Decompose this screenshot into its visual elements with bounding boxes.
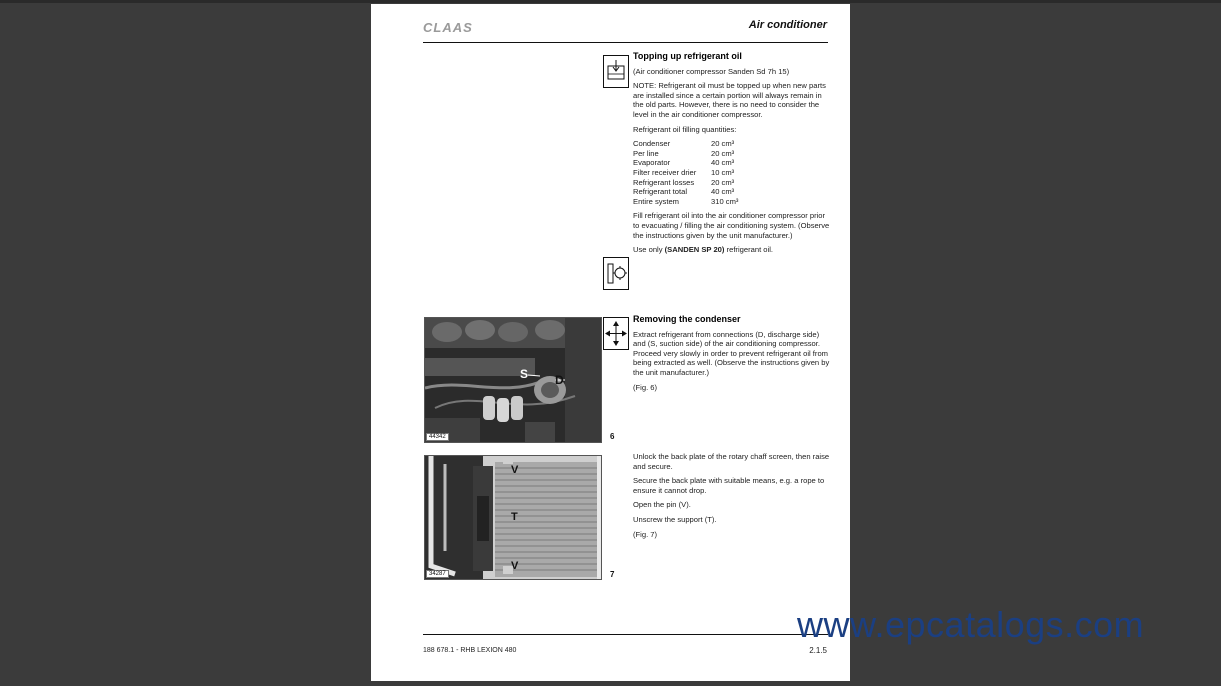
manual-page bbox=[371, 4, 850, 681]
quantities-table bbox=[633, 139, 738, 206]
viewer-top-bar bbox=[0, 0, 1221, 3]
label-v-top: V bbox=[511, 464, 519, 476]
section-topping-up bbox=[633, 52, 833, 260]
use-only-line: Use only (SANDEN SP 20) refrigerant oil. bbox=[633, 245, 773, 255]
table-row: Per line 20 cm³ bbox=[633, 148, 735, 158]
heading-removing-condenser: Removing the condenser bbox=[633, 314, 741, 324]
figure-number-6: 6 bbox=[610, 432, 615, 441]
page-number: 2.1.5 bbox=[809, 646, 827, 655]
photo-id-34287: 34287 bbox=[426, 570, 449, 578]
oil-topup-icon bbox=[603, 55, 629, 88]
label-d: D bbox=[555, 373, 564, 387]
document-reference: 188 678.1 - RHB LEXION 480 bbox=[423, 647, 517, 654]
figure-6-photo bbox=[424, 317, 602, 443]
note-paragraph: NOTE: Refrigerant oil must be topped up when new parts are installed since a certain portion will always remain in the old parts. However, there is no need to consider the level in the air conditioner compressor. bbox=[633, 81, 826, 119]
claas-logo: CLAAS bbox=[423, 20, 473, 35]
fill-instruction: Fill refrigerant oil into the air conditioner compressor prior to evacuating / filling the air conditioning system. (Observe the instructions given by the unit manufacturer.) bbox=[633, 211, 830, 240]
section-removing-condenser bbox=[633, 315, 833, 397]
footer-rule bbox=[423, 634, 828, 635]
table-row: Refrigerant losses 20 cm³ bbox=[633, 177, 735, 187]
step-unlock: Unlock the back plate of the rotary chaff screen, then raise and secure. bbox=[633, 452, 830, 471]
table-row: Filter receiver drier 10 cm³ bbox=[633, 167, 735, 177]
table-row: Refrigerant total 40 cm³ bbox=[633, 187, 735, 197]
figure-number-7: 7 bbox=[610, 570, 615, 579]
table-row: Entire system 310 cm³ bbox=[633, 196, 739, 206]
heading-topping-up: Topping up refrigerant oil bbox=[633, 51, 742, 61]
fig-ref-7: (Fig. 7) bbox=[633, 529, 658, 539]
extract-paragraph: Extract refrigerant from connections (D, discharge side) and (S, suction side) of the air conditioning compressor. Proceed very slowly in order to prevent refrigerant oil from being extracted as well. (Observe the instructions given by the unit manufacturer.) bbox=[633, 329, 830, 377]
step-open-pin: Open the pin (V). bbox=[633, 500, 691, 510]
photo-id-44342: 44342 bbox=[426, 433, 449, 441]
figure-7-photo bbox=[424, 455, 602, 580]
header-rule bbox=[423, 42, 828, 43]
step-secure: Secure the back plate with suitable means, e.g. a rope to ensure it cannot drop. bbox=[633, 476, 825, 495]
step-unscrew: Unscrew the support (T). bbox=[633, 514, 717, 524]
table-row: Evaporator 40 cm³ bbox=[633, 158, 735, 168]
lubricant-spec-icon bbox=[603, 257, 629, 290]
section-condenser-steps bbox=[633, 452, 833, 544]
fig-ref-6: (Fig. 6) bbox=[633, 382, 658, 392]
removal-arrows-icon bbox=[603, 317, 629, 350]
watermark-url: www.epcatalogs.com bbox=[797, 604, 1145, 645]
table-row: Condenser 20 cm³ bbox=[633, 139, 735, 149]
section-title: Air conditioner bbox=[748, 19, 827, 31]
label-v-bottom: V bbox=[511, 560, 519, 572]
label-t: T bbox=[511, 511, 518, 523]
compressor-subtitle: (Air conditioner compressor Sanden Sd 7h 15) bbox=[633, 66, 790, 76]
label-s: S bbox=[520, 367, 529, 381]
quantities-heading: Refrigerant oil filling quantities: bbox=[633, 124, 737, 134]
